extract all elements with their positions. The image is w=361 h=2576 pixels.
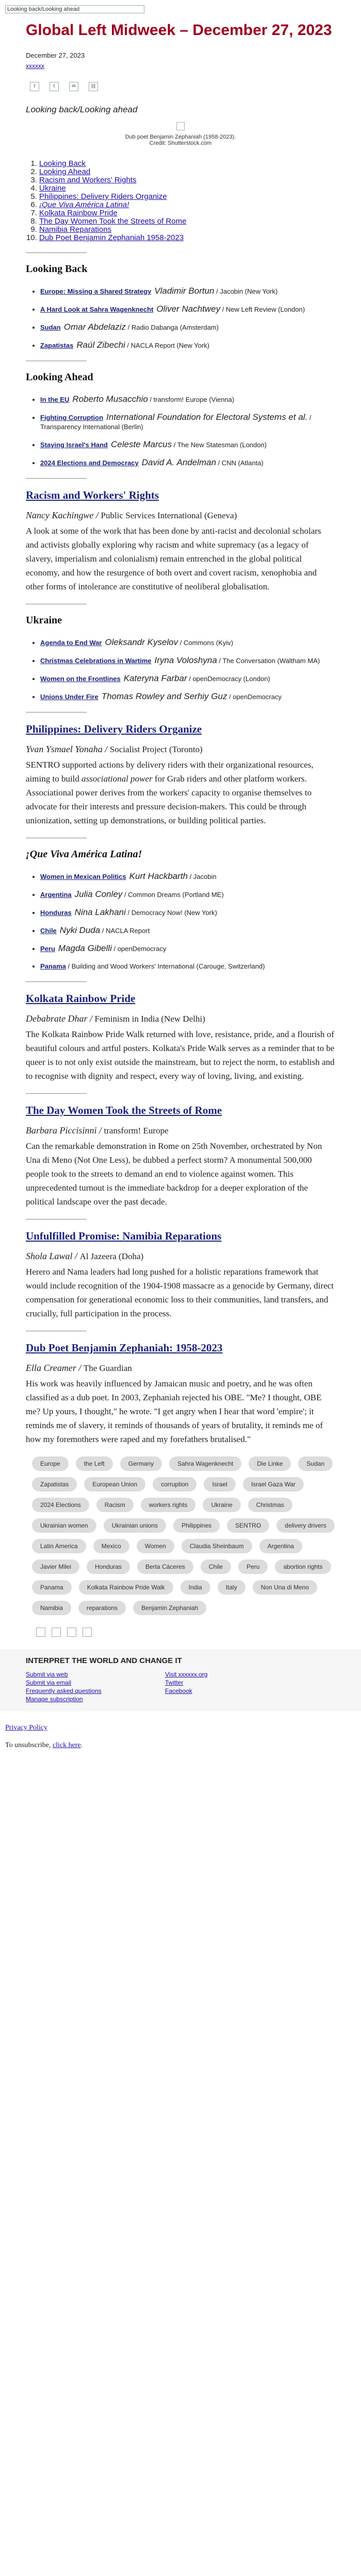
tag-chip[interactable]: Women [137, 1539, 174, 1553]
list-item: • Europe: Missing a Shared Strategy Vladimir Bortun / Jacobin (New York) [40, 286, 335, 296]
footer-link[interactable]: Visit xxxxxx.org [165, 1671, 208, 1678]
toc-link[interactable]: The Day Women Took the Streets of Rome [39, 217, 187, 226]
tag-chip[interactable]: Ukraine [203, 1498, 240, 1512]
tag-chip[interactable]: Ukrainian unions [104, 1518, 166, 1533]
article-source: Socialist Project (Toronto) [109, 744, 203, 754]
article-byline: Ella Creamer / The Guardian [26, 1363, 132, 1373]
list-item: • Christmas Celebrations in Wartime Iryna Voloshyna / The Conversation (Waltham MA) [40, 656, 335, 666]
list-item: • Argentina Julia Conley / Common Dreams (Portland ME) [40, 890, 335, 900]
toc-link[interactable]: Philippines: Delivery Riders Organize [39, 192, 167, 201]
article-source: openDemocracy (London) [192, 675, 270, 683]
facebook-icon[interactable]: f [30, 82, 39, 91]
article-source: Common Dreams (Portland ME) [128, 891, 224, 899]
article-source: New Left Review (London) [225, 306, 305, 313]
latin-america-list [40, 872, 335, 971]
article-source: Radio Dabanga (Amsterdam) [131, 324, 219, 331]
link-icon[interactable]: ⛓ [89, 82, 98, 91]
divider [26, 712, 87, 713]
article-link[interactable]: Unions Under Fire [40, 693, 99, 701]
article-author: Shola Lawal [26, 1251, 73, 1261]
tag-chip[interactable]: Italy [218, 1580, 245, 1595]
footer-heading: INTERPRET THE WORLD AND CHANGE IT [26, 1656, 182, 1665]
list-item: • Peru Magda Gibelli / openDemocracy [40, 944, 335, 954]
article-link[interactable]: Europe: Missing a Shared Strategy [40, 287, 152, 295]
tag-chip[interactable]: SENTRO [227, 1518, 269, 1533]
footer-link[interactable]: Twitter [165, 1679, 184, 1686]
toc-link[interactable]: Namibia Reparations [39, 225, 112, 234]
article-source: openDemocracy [117, 945, 167, 953]
footer-link[interactable]: Submit via web [26, 1671, 68, 1678]
toc-link[interactable]: Looking Back [39, 159, 86, 168]
article-emphasis: associational power [81, 774, 153, 784]
tag-chip[interactable]: Germany [120, 1456, 162, 1471]
hero-image [119, 122, 242, 146]
article-source: openDemocracy [233, 693, 282, 701]
tag-chip[interactable]: Sahra Wagenknecht [169, 1456, 241, 1471]
section-heading-looking-ahead: Looking Ahead [26, 371, 93, 383]
tag-chip[interactable]: corruption [153, 1477, 196, 1492]
divider [26, 252, 87, 253]
tag-chip[interactable]: 2024 Elections [32, 1498, 89, 1512]
footer-link[interactable]: Facebook [165, 1687, 192, 1694]
tag-chip[interactable]: Claudia Sheinbaum [182, 1539, 252, 1553]
tag-chip[interactable]: reparations [78, 1601, 126, 1615]
article-source: CNN (Atlanta) [221, 459, 264, 467]
article-author: Magda Gibelli [58, 943, 112, 953]
tag-chip[interactable]: the Left [76, 1456, 113, 1471]
list-item: • Fighting Corruption International Foundation for Electoral Systems et al. / Transparency International (Berlin) [40, 413, 335, 432]
tag-chip[interactable]: abortion rights [275, 1560, 331, 1574]
footer-right-links [165, 1670, 304, 1703]
article-source: Building and Wood Workers' International (Carouge, Switzerland) [71, 962, 265, 970]
article-body [26, 758, 335, 827]
article-author: Iryna Voloshyna [154, 655, 217, 665]
article-source: NACLA Report (New York) [130, 342, 210, 349]
article-author: Yvan Ysmael Yonaha [26, 744, 103, 754]
unsubscribe-prefix: To unsubscribe, [5, 1741, 53, 1749]
header-logo-image[interactable]: Looking back/Looking ahead [5, 5, 144, 13]
tag-chip[interactable]: Philippines [173, 1518, 220, 1533]
article-author: Oliver Nachtwey [156, 304, 221, 314]
tag-chip[interactable]: workers rights [141, 1498, 196, 1512]
tag-chip[interactable]: Non Una di Meno [253, 1580, 317, 1595]
section-heading-ukraine: Ukraine [26, 615, 62, 626]
unsubscribe-text [5, 1741, 361, 1750]
divider [26, 1093, 87, 1094]
twitter-icon[interactable] [52, 1628, 61, 1637]
looking-back-list [40, 286, 335, 350]
tag-chip[interactable]: India [180, 1580, 210, 1595]
facebook-icon[interactable] [36, 1628, 45, 1637]
article-body: The Kolkata Rainbow Pride Walk returned with love, resistance, pride, and a flourish of beautiful colours and artful posters. Kolkata's Pride Walk serves as a reminder that to be queer is to not only exist outside the mainstream, but to reject the norm, to establish and to recognise with dignity and respect, every way of loving, living, and existing. [26, 1029, 335, 1081]
list-item: • Agenda to End War Oleksandr Kyselov / Commons (Kyiv) [40, 638, 335, 648]
tag-chip[interactable]: Mexico [93, 1539, 129, 1553]
email-icon[interactable]: ✉ [69, 82, 78, 91]
article-author: Barbara Piccisinni [26, 1125, 97, 1136]
issue-date: December 27, 2023 [26, 52, 85, 59]
article-author: Oleksandr Kyselov [105, 637, 178, 647]
article-link[interactable]: Christmas Celebrations in Wartime [40, 657, 152, 665]
tag-chip[interactable]: Sudan [298, 1456, 333, 1471]
article-link[interactable]: Sudan [40, 324, 61, 331]
toc-link[interactable]: Ukraine [39, 184, 66, 193]
list-item: • Sudan Omar Abdelaziz / Radio Dabanga (Amsterdam) [40, 323, 335, 332]
list-item: • Unions Under Fire Thomas Rowley and Serhiy Guz / openDemocracy [40, 692, 335, 702]
toc-link[interactable]: Racism and Workers' Rights [39, 176, 137, 184]
article-source: Transparency International (Berlin) [40, 423, 143, 431]
newsletter-body [26, 22, 335, 1637]
tag-chip[interactable]: European Union [84, 1477, 145, 1492]
link-icon[interactable] [83, 1628, 92, 1637]
article-source: Commons (Kyiv) [183, 639, 234, 647]
section-heading-looking-back: Looking Back [26, 263, 88, 275]
article-link[interactable]: Agenda to End War [40, 639, 102, 647]
footer-social-icons [36, 1628, 335, 1637]
list-item: • 2024 Elections and Democracy David A. Andelman / CNN (Atlanta) [40, 458, 335, 468]
article-source: Feminism in India (New Delhi) [94, 1014, 205, 1024]
article-link[interactable]: A Hard Look at Sahra Wagenknecht [40, 306, 154, 313]
article-author: Ella Creamer [26, 1363, 76, 1373]
footer-left-links [26, 1670, 165, 1703]
article-text: SENTRO supported actions by delivery riders with their organizational resources, aiming to build [26, 760, 314, 784]
tag-chip[interactable]: Zapatistas [32, 1477, 77, 1492]
section-heading-philippines[interactable]: Philippines: Delivery Riders Organize [26, 723, 202, 735]
section-heading-kolkata[interactable]: Kolkata Rainbow Pride [26, 992, 136, 1005]
toc-link[interactable]: ¡Que Viva América Latina! [39, 200, 129, 209]
toc-link[interactable]: Dub Poet Benjamin Zephaniah 1958-2023 [39, 233, 184, 242]
footer-link[interactable]: Frequently asked questions [26, 1687, 102, 1694]
tag-chip[interactable]: Ukrainian women [32, 1518, 96, 1533]
article-body: Herero and Nama leaders had long pushed for a holistic reparations framework that would include recognition of the 1904-1908 massacre as a genocide by Germany, direct compensation for generational economic loss to their communities, land transfers, and crucially, full participation in the process. [26, 1267, 334, 1318]
tag-chip[interactable]: Europe [32, 1456, 69, 1471]
lead-text: Looking back/Looking ahead [26, 105, 138, 114]
article-author: David A. Andelman [141, 457, 217, 467]
footer [0, 1649, 361, 1711]
article-source: NACLA Report [106, 927, 150, 935]
divider [26, 981, 87, 982]
article-body: His work was heavily influenced by Jamaican music and poetry, and he was often classified as a dub poet. In 2003, Zephaniah rejected his OBE. "Me? I thought, OBE me? Up yours, I thought," he wrote. "I get angry when I hear that word 'empire'; it reminds me of slavery, it reminds of thousands of years of brutality, it reminds me of how my foremothers were raped and my forefathers brutalised." [26, 1379, 323, 1444]
toc-link[interactable]: Looking Ahead [39, 167, 91, 176]
article-author: Nancy Kachingwe [26, 510, 94, 520]
tag-chip[interactable]: Kolkata Rainbow Pride Walk [79, 1580, 173, 1595]
article-author: Kateryna Farbar [123, 673, 187, 683]
article-source: Public Services International (Geneva) [101, 511, 237, 520]
unsubscribe-suffix: . [80, 1741, 83, 1749]
toc-link[interactable]: Kolkata Rainbow Pride [39, 209, 118, 217]
tag-chip[interactable]: Chile [201, 1560, 231, 1574]
tag-chip[interactable]: Panama [32, 1580, 72, 1595]
list-item: • Women on the Frontlines Kateryna Farbar / openDemocracy (London) [40, 674, 335, 684]
tag-chip[interactable]: delivery drivers [276, 1518, 335, 1533]
article-link[interactable]: Argentina [40, 891, 72, 899]
tag-chip[interactable]: Honduras [87, 1560, 130, 1574]
list-item: • Women in Mexican Politics Kurt Hackbarth / Jacobin [40, 872, 335, 882]
newsletter-title: Global Left Midweek – December 27, 2023 [26, 22, 332, 39]
section-heading-rome[interactable]: The Day Women Took the Streets of Rome [26, 1104, 222, 1116]
list-item: • Zapatistas Raúl Zibechi / NACLA Report (New York) [40, 341, 335, 350]
list-item: • Chile Nyki Duda / NACLA Report [40, 926, 335, 936]
tag-chip[interactable]: Peru [238, 1560, 268, 1574]
table-of-contents [39, 160, 335, 242]
article-link[interactable]: Peru [40, 945, 55, 953]
list-item: • In the EU Roberto Musacchio / transform! Europe (Vienna) [40, 395, 335, 404]
article-link[interactable]: Staying Israel's Hand [40, 441, 108, 449]
footer-link[interactable]: Manage subscription [26, 1696, 83, 1703]
article-body: A look at some of the work that has been done by anti-racist and decolonial scholars and activists globally exploring why racism and white supremacy (as a legacy of slavery, imperialism and colonialism) remain entrenched in the global political economy, and how the resurgence of both overt and covert racism, xenophobia and other forms of intolerance are constitutive of neoliberal globalisation. [26, 526, 321, 591]
article-link[interactable]: Women on the Frontlines [40, 675, 121, 683]
hero-caption: Dub poet Benjamin Zephaniah (1958-2023). Credit: Shutterstock.com [125, 134, 236, 146]
list-item: • A Hard Look at Sahra Wagenknecht Oliver Nachtwey / New Left Review (London) [40, 304, 335, 314]
article-source: Jacobin (New York) [220, 287, 278, 295]
article-author: Kurt Hackbarth [129, 871, 188, 881]
tag-chip[interactable]: Israel Gaza War [243, 1477, 304, 1492]
tag-chip[interactable]: Christmas [248, 1498, 292, 1512]
article-source: The Guardian [83, 1363, 132, 1373]
article-link[interactable]: Fighting Corruption [40, 414, 104, 421]
tag-chip[interactable]: Argentina [259, 1539, 302, 1553]
article-text: for Grab riders and other platform workers. Associational power derives from the workers' capacity to organise themselves to advocate for their interests and pressure decision-makers. This could be through unionization, setting up demonstrations, or building political parties. [26, 774, 312, 825]
article-link[interactable]: 2024 Elections and Democracy [40, 459, 139, 467]
article-source: Jacobin [193, 873, 217, 880]
looking-ahead-list [40, 395, 335, 468]
privacy-policy-link[interactable]: Privacy Policy [5, 1724, 48, 1732]
divider [26, 478, 87, 479]
article-author: Nyki Duda [59, 925, 101, 935]
tag-chip[interactable]: Javier Milei [32, 1560, 79, 1574]
unsubscribe-link[interactable]: click here [52, 1741, 81, 1749]
article-link[interactable]: In the EU [40, 396, 70, 403]
site-link[interactable]: xxxxxx [26, 62, 44, 70]
tag-chip[interactable]: Die Linke [249, 1456, 291, 1471]
article-link[interactable]: Chile [40, 927, 57, 935]
list-item: • Panama / Building and Wood Workers' International (Carouge, Switzerland) [40, 962, 335, 971]
article-source: Al Jazeera (Doha) [79, 1251, 144, 1261]
image-placeholder-icon [176, 122, 185, 130]
article-link[interactable]: Zapatistas [40, 342, 74, 349]
article-byline: Nancy Kachingwe / Public Services International (Geneva) [26, 510, 237, 520]
article-source: transform! Europe (Vienna) [153, 396, 235, 403]
article-link[interactable]: Panama [40, 962, 66, 970]
section-heading-racism[interactable]: Racism and Workers' Rights [26, 489, 159, 501]
article-source: The Conversation (Waltham MA) [222, 657, 320, 665]
list-item: • Staying Israel's Hand Celeste Marcus / The New Statesman (London) [40, 440, 335, 450]
email-icon[interactable] [67, 1628, 76, 1637]
article-source: Democracy Now! (New York) [131, 909, 217, 917]
article-author: Nina Lakhani [74, 907, 126, 917]
list-item: • Honduras Nina Lakhani / Democracy Now! (New York) [40, 908, 335, 918]
section-heading-latin-america: ¡Que Viva América Latina! [26, 849, 142, 860]
article-source: transform! Europe [104, 1126, 169, 1136]
section-heading-zephaniah[interactable]: Dub Poet Benjamin Zephaniah: 1958-2023 [26, 1342, 223, 1354]
footer-link[interactable]: Submit via email [26, 1679, 72, 1686]
article-byline: Shola Lawal / Al Jazeera (Doha) [26, 1251, 144, 1261]
tag-list [32, 1456, 335, 1615]
article-byline: Yvan Ysmael Yonaha / Socialist Project (Toronto) [26, 744, 203, 754]
tag-chip[interactable]: Racism [96, 1498, 134, 1512]
tag-chip[interactable]: Namibia [32, 1601, 71, 1615]
article-author: Omar Abdelaziz [63, 322, 126, 332]
tag-chip[interactable]: Israel [204, 1477, 235, 1492]
ukraine-list [40, 638, 335, 702]
bottom-links [5, 1724, 361, 1750]
tag-chip[interactable]: Benjamin Zephaniah [133, 1601, 206, 1615]
article-author: Vladimir Bortun [154, 286, 215, 296]
article-author: Raúl Zibechi [76, 340, 125, 350]
tag-chip[interactable]: Latin America [32, 1539, 86, 1553]
article-link[interactable]: Honduras [40, 909, 72, 917]
article-source: The New Statesman (London) [177, 441, 267, 449]
article-link[interactable]: Women in Mexican Politics [40, 873, 126, 880]
section-heading-namibia[interactable]: Unfulfilled Promise: Namibia Reparations [26, 1230, 222, 1242]
article-author: Celeste Marcus [110, 439, 172, 449]
article-body: Can the remarkable demonstration in Rome on 25th November, orchestrated by Non Una di Meno (Not One Less), be dubbed a perfect storm? A monumental 500,000 people took to the streets to demand an end to violence against women. This unprecedented turnout is the immediate backdrop for a deeper exploration of the political landscape over the past decade. [26, 1141, 322, 1207]
article-author: Thomas Rowley and Serhiy Guz [101, 691, 227, 701]
article-byline: Barbara Piccisinni / transform! Europe [26, 1125, 169, 1136]
article-author: Roberto Musacchio [72, 394, 148, 404]
article-author: Debabrate Dhar [26, 1013, 88, 1024]
tag-chip[interactable]: Berta Cáceres [137, 1560, 193, 1574]
article-author: Julia Conley [74, 889, 123, 899]
article-byline: Debabrate Dhar / Feminism in India (New Delhi) [26, 1013, 205, 1024]
share-icons [30, 82, 335, 91]
twitter-icon[interactable]: t [50, 82, 59, 91]
article-author: International Foundation for Electoral Systems et al. [106, 412, 308, 422]
